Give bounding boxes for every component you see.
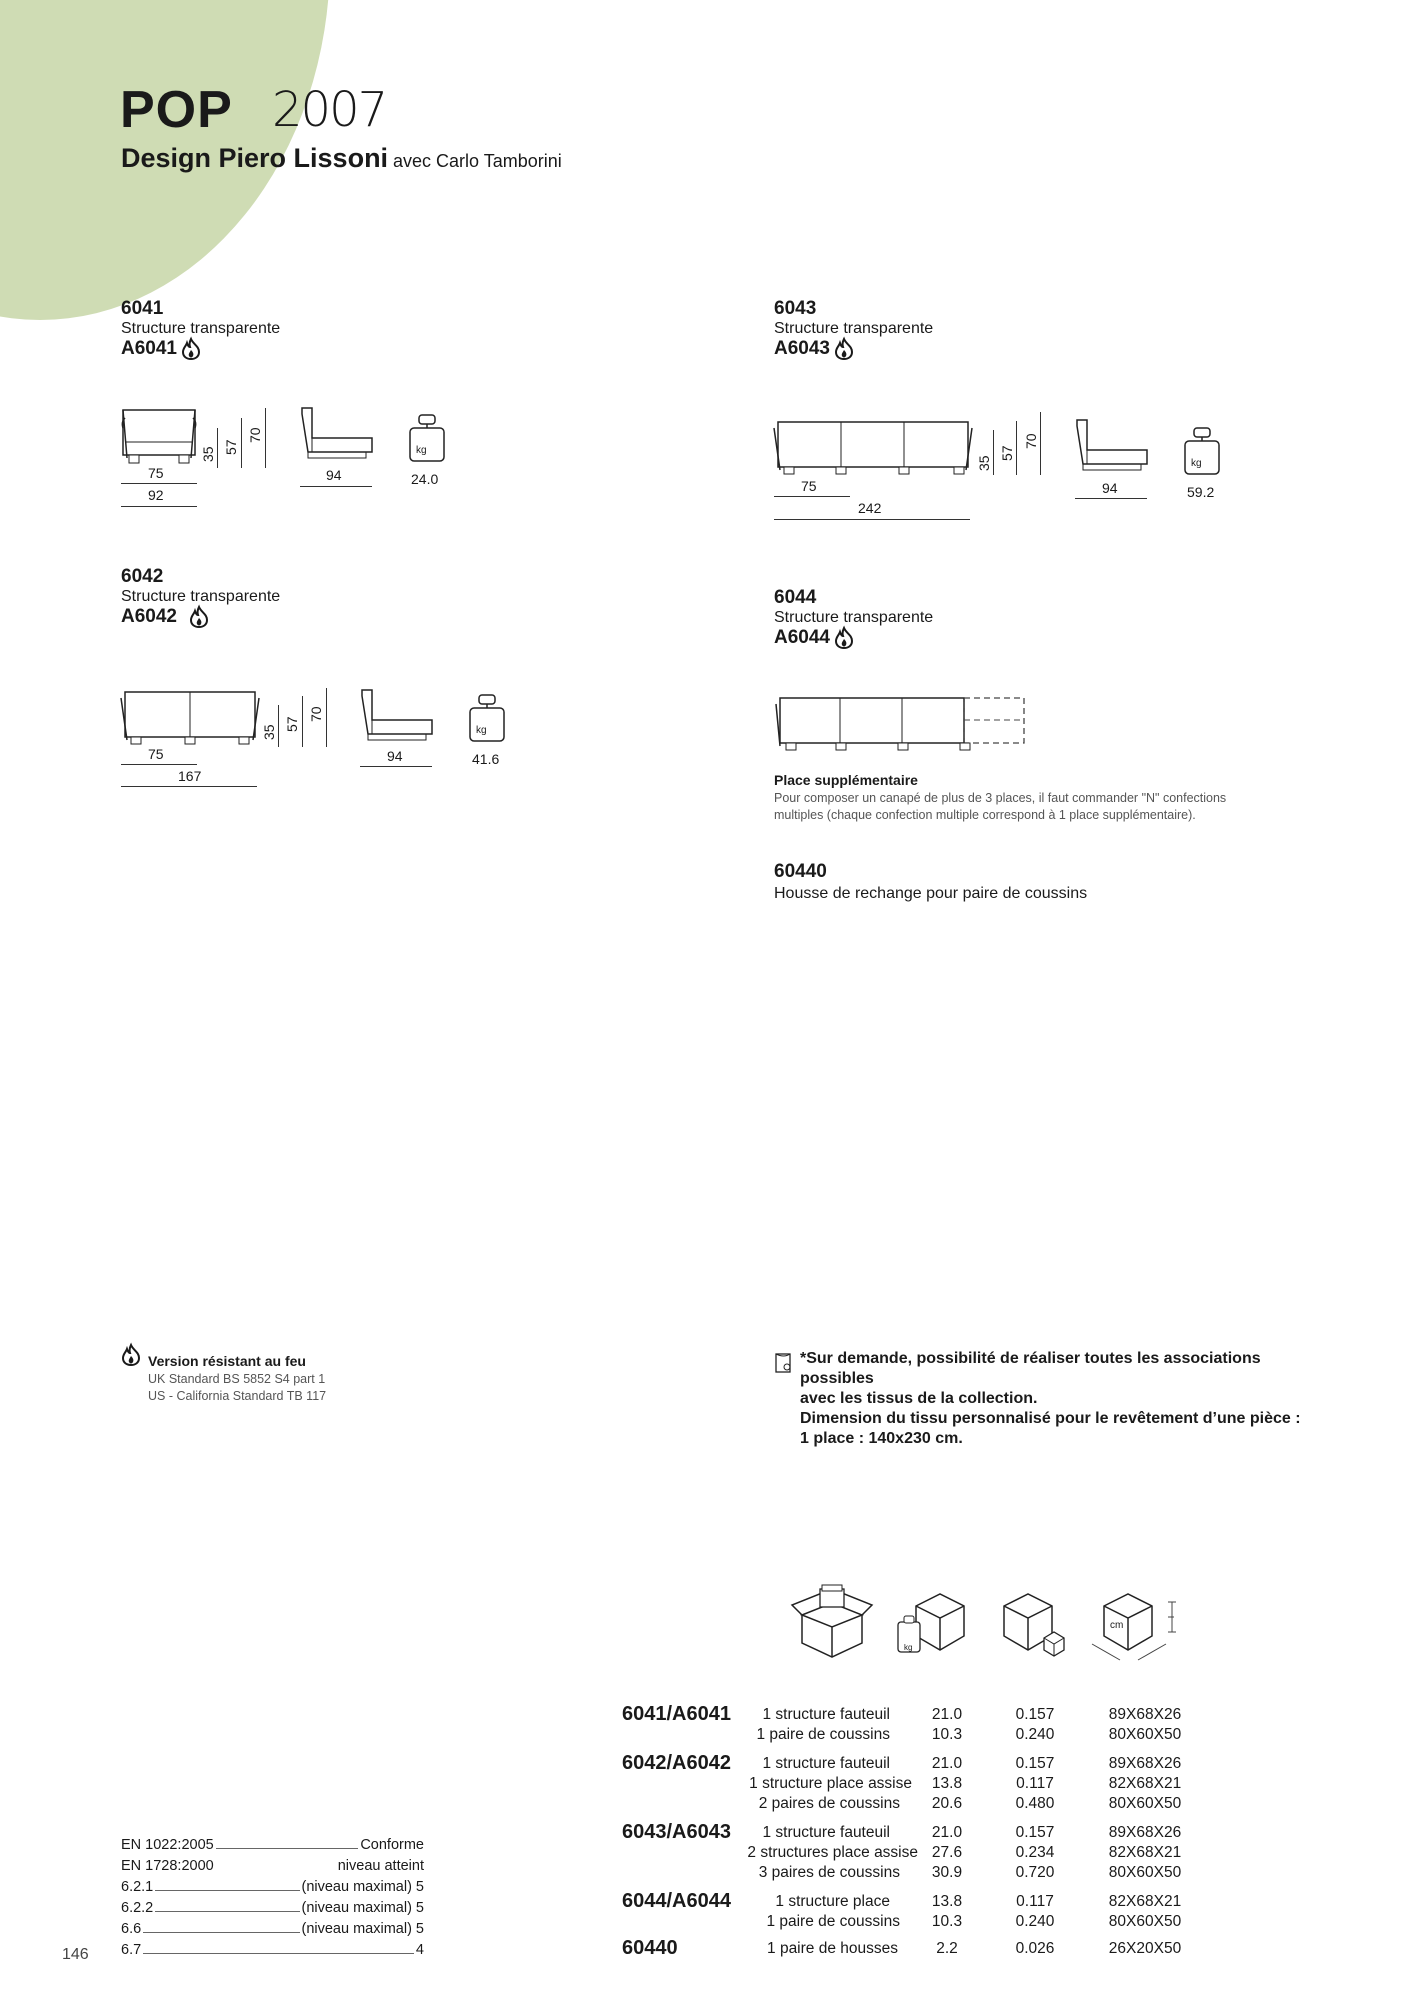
dim-line xyxy=(326,688,327,747)
product-6041 xyxy=(121,298,280,360)
dim-total-width: 242 xyxy=(858,500,882,516)
dim-line xyxy=(265,408,266,468)
extra-place-line1: Pour composer un canapé de plus de 3 places, il faut commander "N" confections xyxy=(774,791,1227,805)
standard-value: niveau atteint xyxy=(337,1858,424,1874)
pack-desc: 1 structure fauteuil xyxy=(762,1755,890,1772)
pack-kg: 30.9 xyxy=(931,1864,963,1881)
dim-line xyxy=(217,428,218,468)
pack-code: 6043/A6043 xyxy=(622,1821,731,1843)
pack-desc: 1 structure place xyxy=(775,1893,890,1910)
flame-icon xyxy=(834,338,854,360)
box-kg-label: kg xyxy=(904,1643,913,1652)
dim-seat-width: 75 xyxy=(801,478,817,494)
pack-size: 26X20X50 xyxy=(1108,1940,1182,1957)
product-code: 6041 xyxy=(121,298,164,319)
pack-kg: 21.0 xyxy=(931,1755,963,1772)
pack-m3: 0.240 xyxy=(1015,1913,1055,1930)
standards-list xyxy=(121,1832,424,1958)
fabric-note-line4: Dimension du tissu personnalisé pour le revêtement d’une pièce : xyxy=(800,1410,1301,1427)
kg-label: kg xyxy=(476,725,487,736)
sofa-3-front-drawing xyxy=(774,420,974,480)
product-code: 6044 xyxy=(774,587,817,608)
standard-key: 6.7 xyxy=(121,1942,142,1958)
dim-line xyxy=(241,418,242,468)
year: 2007 xyxy=(272,82,387,138)
pack-size: 89X68X26 xyxy=(1108,1755,1182,1772)
weight-icon xyxy=(408,415,446,465)
pack-kg: 27.6 xyxy=(931,1844,963,1861)
dim-h3: 70 xyxy=(247,427,263,443)
dim-h3: 70 xyxy=(1023,433,1039,449)
dim-weight: 59.2 xyxy=(1187,484,1215,500)
dim-seat-width: 75 xyxy=(148,746,164,762)
pack-m3: 0.240 xyxy=(1015,1726,1055,1743)
pack-size: 80X60X50 xyxy=(1108,1726,1182,1743)
dim-h1: 35 xyxy=(200,446,216,462)
dim-line xyxy=(121,506,197,507)
flame-icon xyxy=(834,627,854,649)
spare-desc: Housse de rechange pour paire de coussins xyxy=(774,885,1088,902)
standard-key: EN 1022:2005 xyxy=(121,1837,214,1853)
product-6044 xyxy=(774,587,933,649)
alt-code-text: A6041 xyxy=(121,338,177,359)
structure-label: Structure transparente xyxy=(121,320,281,337)
extra-place-line2: multiples (chaque confection multiple correspond à 1 place supplémentaire). xyxy=(774,808,1196,822)
pack-code: 6041/A6041 xyxy=(622,1703,731,1725)
product-code: 6042 xyxy=(121,566,164,587)
standard-key: 6.6 xyxy=(121,1921,142,1937)
dim-line xyxy=(278,705,279,747)
fire-line2: US - California Standard TB 117 xyxy=(148,1389,327,1403)
standard-value: (niveau maximal) 5 xyxy=(301,1921,424,1937)
dim-h2: 57 xyxy=(223,439,239,455)
dim-depth: 94 xyxy=(1102,480,1118,496)
dim-h1: 35 xyxy=(261,724,277,740)
pack-size: 82X68X21 xyxy=(1108,1775,1182,1792)
alt-code-text: A6042 xyxy=(121,606,177,627)
dim-line xyxy=(302,696,303,747)
dim-line xyxy=(121,786,257,787)
standard-value: (niveau maximal) 5 xyxy=(301,1879,424,1895)
flame-icon xyxy=(189,606,209,628)
pack-size: 80X60X50 xyxy=(1108,1864,1182,1881)
pack-size: 80X60X50 xyxy=(1108,1795,1182,1812)
alt-code xyxy=(121,606,280,628)
pack-desc: 1 paire de coussins xyxy=(766,1913,900,1930)
armchair-front-drawing xyxy=(121,408,201,468)
spare-code: 60440 xyxy=(774,861,827,882)
kg-label: kg xyxy=(1191,458,1202,469)
cm-label: cm xyxy=(1110,1620,1124,1631)
sofa-side-drawing xyxy=(1075,418,1150,478)
pack-kg: 10.3 xyxy=(931,1913,963,1930)
dim-line xyxy=(121,764,197,765)
co-designer: avec Carlo Tamborini xyxy=(393,151,562,171)
pack-m3: 0.234 xyxy=(1015,1844,1055,1861)
fabric-note-line1: *Sur demande, possibilité de réaliser toutes les associations xyxy=(800,1350,1261,1367)
pack-size: 82X68X21 xyxy=(1108,1893,1182,1910)
pack-desc: 2 paires de coussins xyxy=(758,1795,900,1812)
standard-key: 6.2.2 xyxy=(121,1900,154,1916)
dim-total-width: 167 xyxy=(178,768,202,784)
designer: Design Piero Lissoni xyxy=(121,143,389,173)
fire-line1: UK Standard BS 5852 S4 part 1 xyxy=(148,1372,326,1386)
pack-code: 6042/A6042 xyxy=(622,1752,731,1774)
pack-kg: 20.6 xyxy=(931,1795,963,1812)
kg-label: kg xyxy=(416,445,427,456)
pack-kg: 2.2 xyxy=(936,1940,958,1957)
product-6042 xyxy=(121,566,280,628)
pack-kg: 21.0 xyxy=(931,1706,963,1723)
dim-line xyxy=(1075,498,1147,499)
pack-m3: 0.157 xyxy=(1015,1824,1055,1841)
alt-code xyxy=(774,338,933,360)
pack-desc: 1 structure fauteuil xyxy=(762,1824,890,1841)
pack-desc: 1 structure fauteuil xyxy=(762,1706,890,1723)
sofa-side-drawing xyxy=(360,688,435,748)
standard-key: EN 1728:2000 xyxy=(121,1858,214,1874)
structure-label: Structure transparente xyxy=(121,588,281,605)
flame-icon xyxy=(181,338,201,360)
open-box-icon xyxy=(792,1585,872,1660)
pack-desc: 1 paire de housses xyxy=(767,1940,898,1957)
standard-value: 4 xyxy=(415,1942,424,1958)
pack-size: 89X68X26 xyxy=(1108,1824,1182,1841)
dim-h2: 57 xyxy=(999,445,1015,461)
dim-line xyxy=(993,430,994,475)
alt-code-text: A6044 xyxy=(774,627,830,648)
dim-line xyxy=(360,766,432,767)
pack-m3: 0.117 xyxy=(1016,1893,1054,1910)
page-title: POP xyxy=(120,81,233,139)
pack-desc: 3 paires de coussins xyxy=(758,1864,900,1881)
pack-m3: 0.117 xyxy=(1016,1775,1054,1792)
pack-desc: 2 structures place assise xyxy=(747,1844,918,1861)
dim-line xyxy=(1016,421,1017,475)
pack-m3: 0.720 xyxy=(1015,1864,1055,1881)
dim-line xyxy=(1040,412,1041,475)
standard-row xyxy=(121,1895,424,1916)
weight-icon xyxy=(1183,428,1221,478)
page-number: 146 xyxy=(62,1946,89,1963)
pack-kg: 21.0 xyxy=(931,1824,963,1841)
sofa-2-front-drawing xyxy=(121,690,261,748)
box-volume-icon xyxy=(1000,1592,1068,1657)
standard-row xyxy=(121,1874,424,1895)
dim-total-width: 92 xyxy=(148,487,164,503)
weight-icon xyxy=(468,695,506,745)
box-dimensions-icon xyxy=(1090,1592,1190,1664)
dim-line xyxy=(774,496,850,497)
extra-place-title: Place supplémentaire xyxy=(774,772,918,788)
dim-depth: 94 xyxy=(387,748,403,764)
dim-h1: 35 xyxy=(976,455,992,471)
dim-line xyxy=(774,519,970,520)
standard-row xyxy=(121,1937,424,1958)
pack-code: 6044/A6044 xyxy=(622,1890,731,1912)
alt-code xyxy=(121,338,280,360)
dim-weight: 41.6 xyxy=(472,751,500,767)
pack-size: 89X68X26 xyxy=(1108,1706,1182,1723)
pack-desc: 1 paire de coussins xyxy=(756,1726,890,1743)
dim-seat-width: 75 xyxy=(148,465,164,481)
fabric-note-line2: possibles xyxy=(800,1370,874,1387)
standard-value: Conforme xyxy=(360,1837,424,1853)
pack-kg: 10.3 xyxy=(931,1726,963,1743)
structure-label: Structure transparente xyxy=(774,320,934,337)
standard-row xyxy=(121,1853,424,1874)
standard-row xyxy=(121,1832,424,1853)
dim-h2: 57 xyxy=(284,716,300,732)
flame-icon xyxy=(121,1344,141,1366)
pack-kg: 13.8 xyxy=(931,1775,963,1792)
pack-code: 60440 xyxy=(622,1937,678,1959)
armchair-side-drawing xyxy=(300,406,375,466)
product-6043 xyxy=(774,298,933,360)
fabric-note-line5: 1 place : 140x230 cm. xyxy=(800,1430,963,1447)
pack-m3: 0.157 xyxy=(1015,1755,1055,1772)
standard-value: (niveau maximal) 5 xyxy=(301,1900,424,1916)
fabric-note-line3: avec les tissus de la collection. xyxy=(800,1390,1038,1407)
dim-weight: 24.0 xyxy=(411,471,439,487)
pack-size: 82X68X21 xyxy=(1108,1844,1182,1861)
standard-row xyxy=(121,1916,424,1937)
standard-key: 6.2.1 xyxy=(121,1879,154,1895)
pack-desc: 1 structure place assise xyxy=(749,1775,912,1792)
sofa-modular-drawing xyxy=(774,696,1034,756)
alt-code-text: A6043 xyxy=(774,338,830,359)
dim-line xyxy=(300,486,372,487)
dim-depth: 94 xyxy=(326,467,342,483)
product-code: 6043 xyxy=(774,298,817,319)
alt-code xyxy=(774,627,933,649)
dim-line xyxy=(121,483,197,484)
pack-m3: 0.026 xyxy=(1015,1940,1055,1957)
fabric-icon xyxy=(774,1352,796,1374)
pack-m3: 0.480 xyxy=(1015,1795,1055,1812)
dim-h3: 70 xyxy=(308,706,324,722)
fire-title: Version résistant au feu xyxy=(148,1353,306,1369)
pack-m3: 0.157 xyxy=(1015,1706,1055,1723)
pack-size: 80X60X50 xyxy=(1108,1913,1182,1930)
pack-kg: 13.8 xyxy=(931,1893,963,1910)
structure-label: Structure transparente xyxy=(774,609,934,626)
